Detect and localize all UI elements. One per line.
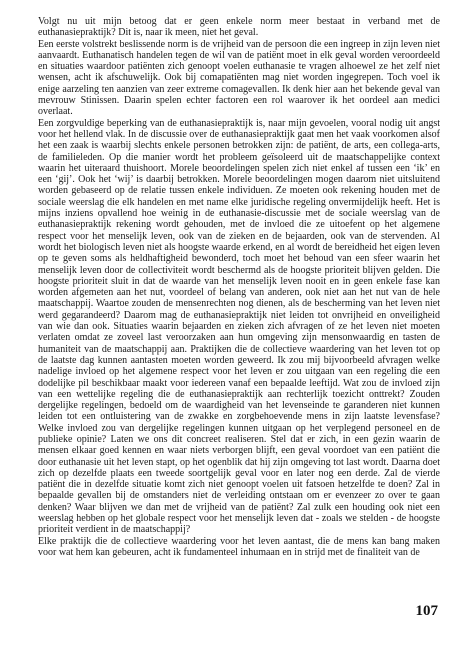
paragraph: Volgt nu uit mijn betoog dat er geen enkele norm meer bestaat in verband met de euthanasiepraktijk? Dit is, naar ik meen, niet het geval. — [38, 16, 440, 39]
body-text — [38, 16, 440, 558]
page-number: 107 — [415, 603, 438, 619]
paragraph: Elke praktijk die de collectieve waardering voor het leven aantast, die de mens kan bang maken voor wat hem kan gebeuren, acht ik fundamenteel inhumaan en in strijd met de finaliteit van de — [38, 535, 440, 558]
paragraph: Een eerste volstrekt beslissende norm is de vrijheid van de persoon die een ingreep in zijn leven niet aanvaardt. Euthanatisch handelen tegen de wil van de patiënt moet in elk geval worden veroordeeld en situaties waardoor patiënten zich genoopt voelen euthanasie te vragen alhoewel ze het zelf niet wensen, acht ik afschuwelijk. Ook bij comapatiënten mag niet worden ingegrepen. Toch voel ik enige aarzeling ten aanzien van zeer extreme comagevallen. Ik denk hier aan het bekende geval van mevrouw Stinissen. Daarin spelen echter factoren een rol waarover ik het oordeel aan medici overlaat. — [38, 38, 440, 118]
paragraph: Een zorgvuldige beperking van de euthanasiepraktijk is, naar mijn gevoelen, vooral nodig uit angst voor het hellend vlak. In de discussie over de euthanasiepraktijk gaat men het vaak voorkomen alsof het een zaak is waarbij slechts enkele personen betrokken zijn: de patiënt, de arts, een collega-arts, de familieleden. Op die manier wordt het probleem geïsoleerd uit de maatschappelijke context waarin het uiteraard thuishoort. Morele beoordelingen spelen zich niet enkel af tussen een ‘ik’ en een ‘gij’. Ook het ‘wij’ is daarbij betrokken. Morele beoordelingen mogen daarom niet uitsluitend worden gebaseerd op de relatie tussen enkele individuen. Ze moeten ook rekening houden met de sociale weerslag die elk handelen en met name elke juridische regeling onvermijdelijk heeft. Het is mijns inziens opvallend hoe weinig in de euthanasie-discussie met de sociale weerslag van de euthanasiepraktijk rekening wordt gehouden, met de invloed die ze uitoefent op het algemene respect voor het menselijk leven, ook van de zieken en de bejaarden, ook van de stervenden. Al wordt het biologisch leven niet als hoogste waarde erkend, en al wordt de bereidheid het eigen leven op te geven soms als heldhaftigheid bewonderd, toch moet het behoud van een sfeer waarin het menselijk leven door de collectiviteit wordt beschermd als de hoogste prioriteit blijven gelden. Die hoogste prioriteit sluit in dat de waarde van het menselijk leven nooit en in geen enkele fase kan worden afgemeten aan het nut, voordeel of belang van anderen, ook niet aan het nut van de hele maatschappij. Waartoe zouden de mensenrechten nog dienen, als de bescherming van het leven niet werd gegarandeerd? Daarom mag de euthanasiepraktijk niet leiden tot onvrijheid en onveiligheid van wie dan ook. Situaties waarin bejaarden en zieken zich afvragen of ze het leven niet moeten verlaten omdat ze zoveel last veroorzaken aan hun omgeving zijn mensonwaardig en tasten de humaniteit van de maatschappij aan. Praktijken die de collectieve waardering van het leven tot op de laatste dag kunnen aantasten moeten worden geweerd. Ik zou mij bijvoorbeeld afvragen welke nadelige invloed op het algemene respect voor het leven er zou uitgaan van een regeling die een dodelijke pil beschikbaar maakt voor iedereen vanaf een bepaalde leeftijd. Wat zou de invloed zijn van een wettelijke regeling die de euthanasiepraktijk aan rechterlijk toezicht onttrekt? Zouden dergelijke regelingen, bedoeld om de waardigheid van het levenseinde te garanderen niet kunnen leiden tot een ontluistering van de zwakke en zorgbehoevende mens in zijn laatste levensfase? Welke invloed zou van dergelijke regelingen kunnen uitgaan op het verplegend personeel en de publieke opinie? Laten we ons dit concreet realiseren. Stel dat er zich, in een gezin waarin de mensen elkaar goed kennen en waar niets verborgen blijft, een geval voordoet van een patiënt die door euthanasie uit het leven stapt, op het ogenblik dat hij zijn omgeving tot last wordt. Daarna doet zich op dezelfde plaats een tweede soortgelijk geval voor en later nog een derde. Zal de vierde patiënt die in dezelfde situatie komt zich niet genoopt voelen uit fatsoen hetzelfde te doen? Zal in bepaalde gevallen bij de omstanders niet de verleiding ontstaan om er evenzeer zo over te gaan denken? Waar blijven we dan met de vrijheid van de patiënt? Zal zulk een houding ook niet een weerslag hebben op het globale respect voor het menselijk leven dat - zoals we stelden - de hoogste prioriteit verdient in de maatschappij? — [38, 117, 440, 536]
